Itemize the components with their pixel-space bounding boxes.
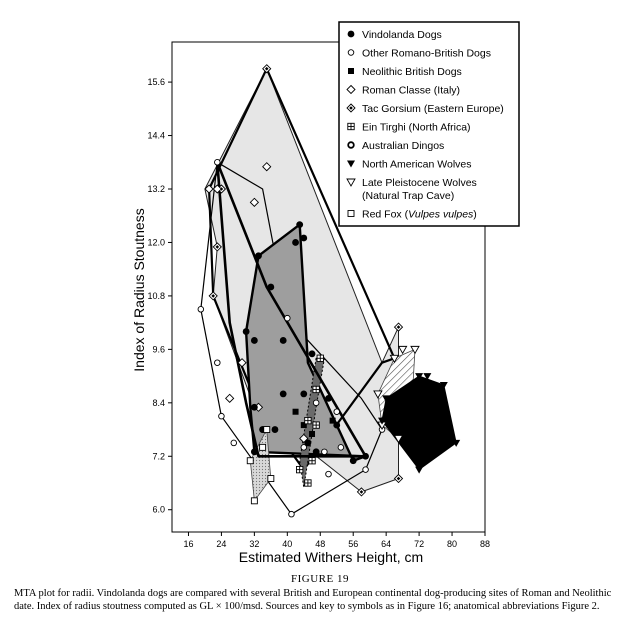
y-tick-label: 6.0 <box>152 504 165 515</box>
point-red-fox-2 <box>268 476 274 482</box>
x-tick-label: 88 <box>479 539 491 549</box>
legend-label: Tac Gorsium (Eastern Europe) <box>362 103 504 115</box>
x-tick-label: 56 <box>348 539 359 549</box>
y-tick-label: 14.4 <box>147 130 165 141</box>
point-ein-tirghi-north-africa-5 <box>296 466 302 472</box>
point-other-romano-british-dogs-2 <box>215 360 221 366</box>
point-vindolanda-dogs-4 <box>267 284 274 291</box>
legend-label: Other Romano-British Dogs <box>362 47 491 60</box>
point-ein-tirghi-north-africa-6 <box>305 480 311 486</box>
point-ein-tirghi-north-africa-1 <box>313 386 319 392</box>
x-tick-label: 80 <box>447 539 458 549</box>
legend-label: Red Fox (Vulpes vulpes) <box>362 208 477 221</box>
y-tick-label: 12.0 <box>147 237 165 248</box>
point-vindolanda-dogs-5 <box>243 328 250 335</box>
point-north-american-wolves-4 <box>415 467 423 474</box>
point-other-romano-british-dogs-5 <box>363 467 369 473</box>
point-other-romano-british-dogs-11 <box>313 400 319 406</box>
y-tick-label: 13.2 <box>147 184 165 194</box>
point-vindolanda-dogs-2 <box>300 235 307 242</box>
legend-marker-red-fox <box>348 211 354 217</box>
point-other-romano-british-dogs-15 <box>285 315 291 321</box>
point-vindolanda-dogs-19 <box>350 457 357 464</box>
point-ein-tirghi-north-africa-4 <box>309 458 315 464</box>
x-axis <box>183 532 490 549</box>
point-vindolanda-dogs-1 <box>292 239 299 246</box>
point-tac-gorsium-eastern-europe-0 <box>263 65 271 73</box>
legend-label: Ein Tirghi (North Africa) <box>362 121 471 134</box>
x-axis-title: Estimated Withers Height, cm <box>238 549 424 565</box>
point-red-fox-4 <box>260 444 266 450</box>
point-vindolanda-dogs-20 <box>362 453 369 460</box>
point-vindolanda-dogs-7 <box>280 337 287 344</box>
y-tick-label: 8.4 <box>152 397 165 408</box>
point-vindolanda-dogs-6 <box>251 337 258 344</box>
legend-item-north-american-wolves <box>347 159 472 171</box>
point-vindolanda-dogs-3 <box>255 252 262 259</box>
y-tick-label: 9.6 <box>152 344 165 355</box>
y-tick-label: 10.8 <box>147 290 165 301</box>
legend-label: Vindolanda Dogs <box>362 29 442 41</box>
point-vindolanda-dogs-12 <box>272 426 279 433</box>
point-other-romano-british-dogs-0 <box>215 159 221 165</box>
point-vindolanda-dogs-0 <box>296 221 303 228</box>
point-neolithic-british-dogs-0 <box>293 409 299 415</box>
legend-label-line2: (Natural Trap Cave) <box>362 190 455 202</box>
x-tick-label: 32 <box>249 539 260 549</box>
point-vindolanda-dogs-13 <box>300 391 307 398</box>
legend-label: Neolithic British Dogs <box>362 66 462 78</box>
point-vindolanda-dogs-9 <box>280 391 287 398</box>
point-other-romano-british-dogs-1 <box>198 306 204 312</box>
point-tac-gorsium-eastern-europe-6 <box>395 323 403 331</box>
point-late-pleistocene-wolves-1 <box>399 346 407 353</box>
point-vindolanda-dogs-16 <box>305 440 312 447</box>
point-roman-classe-italy-5 <box>226 394 234 402</box>
legend-marker-other-romano-british-dogs <box>348 50 354 56</box>
legend-item-neolithic-british-dogs <box>348 66 462 78</box>
point-other-romano-british-dogs-14 <box>334 409 340 415</box>
point-vindolanda-dogs-17 <box>313 448 320 455</box>
legend-item-other-romano-british-dogs <box>348 48 491 60</box>
point-other-romano-british-dogs-7 <box>326 471 332 477</box>
legend-marker-australian-dingos <box>348 142 354 148</box>
legend-item-roman-classe-italy <box>347 85 460 97</box>
legend-label: Australian Dingos <box>362 140 445 152</box>
legend-marker-ein-tirghi-north-africa <box>348 123 354 129</box>
legend-label: Roman Classe (Italy) <box>362 84 461 97</box>
point-other-romano-british-dogs-12 <box>322 449 328 455</box>
legend-label: Late Pleistocene Wolves <box>362 177 477 189</box>
legend-marker-neolithic-british-dogs <box>348 68 354 74</box>
y-axis-title: Index of Radius Stoutness <box>131 208 147 372</box>
y-tick-label: 15.6 <box>147 77 165 88</box>
x-tick-label: 24 <box>216 539 227 549</box>
legend-item-red-fox <box>348 209 477 221</box>
point-red-fox-0 <box>247 458 253 464</box>
point-other-romano-british-dogs-13 <box>338 445 344 451</box>
point-vindolanda-dogs-18 <box>251 448 258 455</box>
legend <box>339 22 519 226</box>
point-neolithic-british-dogs-3 <box>309 431 315 437</box>
x-tick-label: 40 <box>282 539 293 549</box>
x-tick-label: 72 <box>414 539 425 549</box>
x-tick-label: 16 <box>183 539 194 549</box>
point-ein-tirghi-north-africa-2 <box>305 417 311 423</box>
x-tick-label: 48 <box>315 539 326 549</box>
x-tick-label: 64 <box>381 539 392 549</box>
legend-item-australian-dingos <box>348 140 444 152</box>
figure-caption: MTA plot for radii. Vindolanda dogs are compared with several British and European continental dog-producing sites of Roman and Neolithic date. Index of radius stoutness computed as GL × 100/msd. Sources and key to symbols as in Figure 16; anatomical abbreviations Figure 2. <box>14 588 612 612</box>
y-axis <box>147 77 172 515</box>
point-vindolanda-dogs-14 <box>325 395 332 402</box>
point-red-fox-1 <box>264 427 270 433</box>
y-tick-label: 7.2 <box>152 451 165 462</box>
point-vindolanda-dogs-8 <box>309 350 316 357</box>
point-other-romano-british-dogs-10 <box>231 440 237 446</box>
legend-item-ein-tirghi-north-africa <box>348 122 471 134</box>
point-other-romano-british-dogs-4 <box>289 511 295 517</box>
point-ein-tirghi-north-africa-3 <box>313 422 319 428</box>
legend-item-tac-gorsium-eastern-europe <box>347 103 504 115</box>
point-vindolanda-dogs-10 <box>251 404 258 411</box>
figure-label: FIGURE 19 <box>291 573 349 585</box>
point-other-romano-british-dogs-3 <box>219 413 225 419</box>
point-neolithic-british-dogs-2 <box>330 418 336 424</box>
point-red-fox-3 <box>251 498 257 504</box>
legend-label: North American Wolves <box>362 158 472 171</box>
point-ein-tirghi-north-africa-0 <box>317 355 323 361</box>
legend-item-vindolanda-dogs <box>348 29 442 41</box>
legend-marker-vindolanda-dogs <box>348 31 355 38</box>
